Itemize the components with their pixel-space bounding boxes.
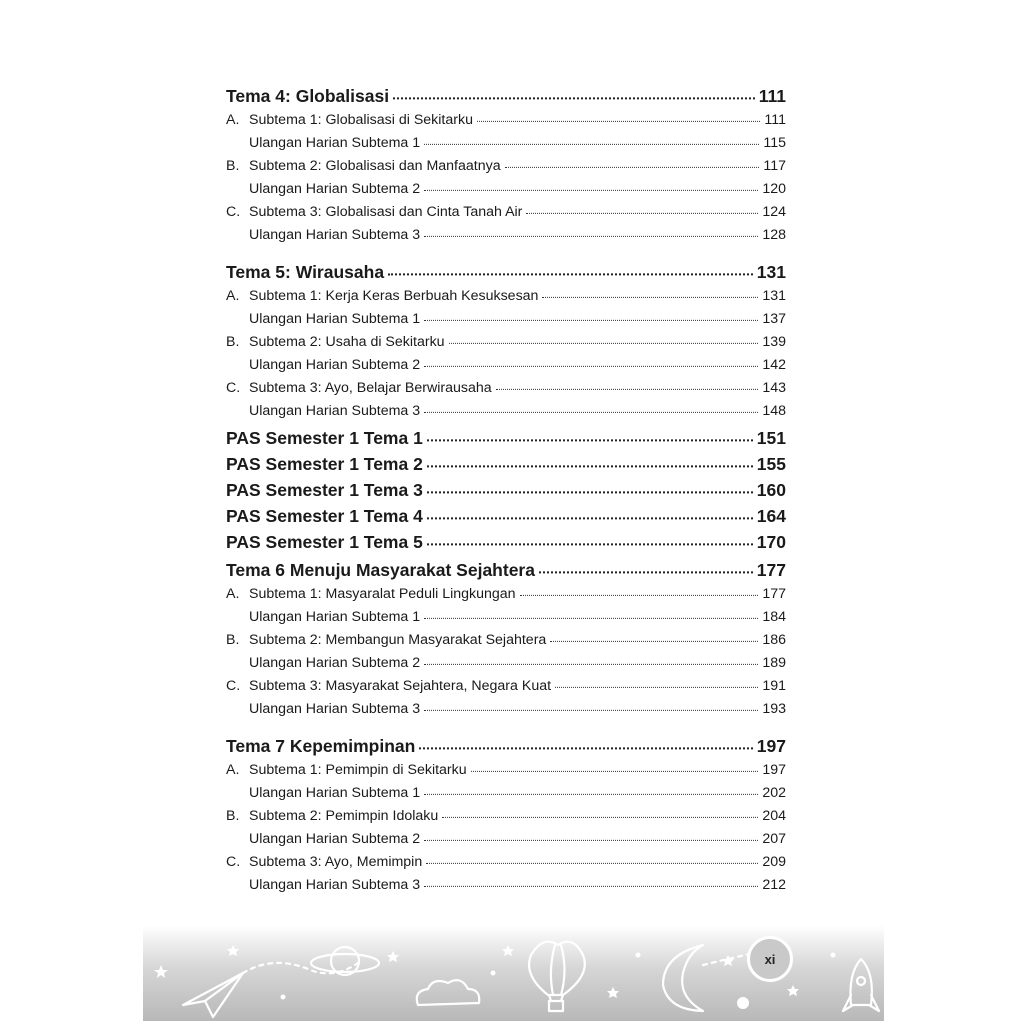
toc-item[interactable] bbox=[226, 701, 786, 724]
dot-leader bbox=[424, 225, 758, 237]
item-label: Subtema 1: Pemimpin di Sekitarku bbox=[249, 762, 467, 778]
page-number: 139 bbox=[762, 334, 786, 350]
item-label: Ulangan Harian Subtema 3 bbox=[249, 227, 421, 243]
heading-title: PAS Semester 1 Tema 1 bbox=[226, 428, 423, 448]
item-label: Subtema 2: Globalisasi dan Manfaatnya bbox=[249, 158, 501, 174]
item-label: Subtema 2: Usaha di Sekitarku bbox=[249, 334, 445, 350]
dot-leader bbox=[424, 355, 758, 367]
toc-item[interactable] bbox=[226, 854, 786, 877]
toc-item[interactable] bbox=[226, 609, 786, 632]
item-label: Ulangan Harian Subtema 2 bbox=[249, 831, 421, 847]
page-number: 177 bbox=[756, 560, 786, 580]
toc-item[interactable] bbox=[226, 831, 786, 854]
toc-heading-tema4[interactable] bbox=[226, 86, 786, 112]
page-number: 204 bbox=[762, 808, 786, 824]
item-label: Ulangan Harian Subtema 1 bbox=[249, 311, 421, 327]
dot-leader bbox=[393, 84, 755, 99]
heading-title: PAS Semester 1 Tema 5 bbox=[226, 532, 423, 552]
cloud-icon bbox=[417, 980, 480, 1005]
planet-icon bbox=[311, 947, 379, 975]
page-number: 207 bbox=[762, 831, 786, 847]
toc-heading-tema7[interactable] bbox=[226, 736, 786, 762]
dot-leader bbox=[471, 760, 759, 772]
page-number: 160 bbox=[756, 480, 786, 500]
page-number-badge: xi bbox=[747, 936, 793, 982]
item-letter: A. bbox=[226, 586, 240, 602]
item-letter: B. bbox=[226, 158, 240, 174]
toc-item[interactable] bbox=[226, 311, 786, 334]
page-number: 186 bbox=[762, 632, 786, 648]
item-label: Ulangan Harian Subtema 2 bbox=[249, 357, 421, 373]
dot-leader bbox=[424, 607, 758, 619]
crescent-moon-icon bbox=[663, 945, 703, 1011]
dot-leader bbox=[424, 309, 758, 321]
toc-heading-pas-tema5[interactable] bbox=[226, 532, 786, 558]
dot-leader bbox=[424, 783, 758, 795]
page-number: 202 bbox=[762, 785, 786, 801]
dot-leader bbox=[427, 478, 753, 493]
page-number: 120 bbox=[762, 181, 786, 197]
toc-heading-tema6[interactable] bbox=[226, 560, 786, 586]
heading-title: PAS Semester 1 Tema 3 bbox=[226, 480, 423, 500]
page-number: 170 bbox=[756, 532, 786, 552]
toc-heading-pas-tema4[interactable] bbox=[226, 506, 786, 532]
page-number: 184 bbox=[762, 609, 786, 625]
dot-leader bbox=[424, 699, 758, 711]
page-number: 209 bbox=[762, 854, 786, 870]
dot-leader bbox=[424, 179, 758, 191]
item-label: Subtema 3: Ayo, Belajar Berwirausaha bbox=[249, 380, 492, 396]
page-number: 117 bbox=[763, 158, 786, 174]
page-number: 189 bbox=[762, 655, 786, 671]
item-letter: A. bbox=[226, 762, 240, 778]
toc-heading-pas-tema3[interactable] bbox=[226, 480, 786, 506]
item-letter: A. bbox=[226, 112, 240, 128]
page-number: 212 bbox=[762, 877, 786, 893]
dot-leader bbox=[427, 452, 753, 467]
dot-leader bbox=[424, 133, 759, 145]
item-label: Subtema 3: Masyarakat Sejahtera, Negara Kuat bbox=[249, 678, 552, 694]
page-number: 177 bbox=[762, 586, 786, 602]
page-number: 111 bbox=[764, 112, 786, 128]
item-letter: B. bbox=[226, 808, 240, 824]
toc-item[interactable] bbox=[226, 632, 786, 655]
toc-heading-pas-tema1[interactable] bbox=[226, 428, 786, 454]
page-number: 164 bbox=[756, 506, 786, 526]
page-number: 191 bbox=[762, 678, 786, 694]
heading-title: Tema 5: Wirausaha bbox=[226, 262, 385, 282]
page-number: 111 bbox=[758, 86, 786, 106]
item-letter: C. bbox=[226, 204, 241, 220]
page-number: 193 bbox=[762, 701, 786, 717]
item-letter: C. bbox=[226, 380, 241, 396]
dot-leader bbox=[539, 558, 753, 573]
toc-item[interactable] bbox=[226, 288, 786, 311]
dot-leader bbox=[555, 676, 758, 688]
dot-leader bbox=[424, 401, 758, 413]
toc-item[interactable] bbox=[226, 112, 786, 135]
toc-item[interactable] bbox=[226, 586, 786, 609]
dot-leader bbox=[505, 156, 760, 168]
dot-leader bbox=[419, 734, 752, 749]
toc-item[interactable] bbox=[226, 655, 786, 678]
page-number: 151 bbox=[756, 428, 786, 448]
dot-leader bbox=[424, 875, 758, 887]
page-number: 197 bbox=[756, 736, 786, 756]
dot-leader bbox=[477, 110, 760, 122]
dot-leader bbox=[550, 630, 758, 642]
page-number: 137 bbox=[762, 311, 786, 327]
page-number: 155 bbox=[756, 454, 786, 474]
item-letter: C. bbox=[226, 854, 241, 870]
toc-item[interactable] bbox=[226, 334, 786, 357]
dot-leader bbox=[427, 426, 753, 441]
item-label: Ulangan Harian Subtema 1 bbox=[249, 785, 421, 801]
item-label: Subtema 1: Kerja Keras Berbuah Kesuksesan bbox=[249, 288, 539, 304]
dot-leader bbox=[424, 829, 758, 841]
toc-item[interactable] bbox=[226, 158, 786, 181]
item-label: Subtema 3: Ayo, Memimpin bbox=[249, 854, 423, 870]
heading-title: PAS Semester 1 Tema 2 bbox=[226, 454, 423, 474]
dot-leader bbox=[449, 332, 759, 344]
item-letter: B. bbox=[226, 334, 240, 350]
item-letter: A. bbox=[226, 288, 240, 304]
item-letter: B. bbox=[226, 632, 240, 648]
page-number: 197 bbox=[762, 762, 786, 778]
page-number: 124 bbox=[762, 204, 786, 220]
heading-title: Tema 6 Menuju Masyarakat Sejahtera bbox=[226, 560, 535, 580]
page-number: 142 bbox=[762, 357, 786, 373]
item-label: Subtema 1: Globalisasi di Sekitarku bbox=[249, 112, 473, 128]
page-number: 143 bbox=[762, 380, 786, 396]
item-label: Ulangan Harian Subtema 1 bbox=[249, 135, 421, 151]
toc-item[interactable] bbox=[226, 204, 786, 227]
page-number: 128 bbox=[762, 227, 786, 243]
item-label: Ulangan Harian Subtema 3 bbox=[249, 701, 421, 717]
item-label: Subtema 1: Masyaralat Peduli Lingkungan bbox=[249, 586, 516, 602]
dot-leader bbox=[427, 504, 753, 519]
page-number: 115 bbox=[763, 135, 786, 151]
toc-item[interactable] bbox=[226, 808, 786, 831]
page-number: 131 bbox=[762, 288, 786, 304]
item-label: Ulangan Harian Subtema 1 bbox=[249, 609, 421, 625]
table-of-contents bbox=[226, 86, 786, 900]
heading-title: Tema 4: Globalisasi bbox=[226, 86, 390, 106]
item-label: Subtema 3: Globalisasi dan Cinta Tanah Air bbox=[249, 204, 523, 220]
star-icon bbox=[154, 945, 836, 1009]
rocket-icon bbox=[843, 959, 879, 1011]
toc-item[interactable] bbox=[226, 403, 786, 426]
toc-item[interactable] bbox=[226, 762, 786, 785]
toc-heading-pas-tema2[interactable] bbox=[226, 454, 786, 480]
dot-leader bbox=[388, 260, 753, 275]
dot-leader bbox=[442, 806, 758, 818]
toc-item[interactable] bbox=[226, 785, 786, 808]
toc-item[interactable] bbox=[226, 678, 786, 701]
hot-air-balloon-icon bbox=[529, 942, 585, 1011]
toc-item[interactable] bbox=[226, 380, 786, 403]
item-label: Ulangan Harian Subtema 2 bbox=[249, 655, 421, 671]
dot-leader bbox=[542, 286, 758, 298]
dot-leader bbox=[427, 530, 753, 545]
toc-heading-tema5[interactable] bbox=[226, 262, 786, 288]
item-label: Ulangan Harian Subtema 2 bbox=[249, 181, 421, 197]
dot-leader bbox=[496, 378, 759, 390]
item-label: Ulangan Harian Subtema 3 bbox=[249, 403, 421, 419]
item-label: Ulangan Harian Subtema 3 bbox=[249, 877, 421, 893]
dot-leader bbox=[426, 852, 758, 864]
toc-item[interactable] bbox=[226, 877, 786, 900]
dot-leader bbox=[424, 653, 758, 665]
item-label: Subtema 2: Pemimpin Idolaku bbox=[249, 808, 439, 824]
toc-item[interactable] bbox=[226, 181, 786, 204]
dot-leader bbox=[520, 584, 759, 596]
heading-title: Tema 7 Kepemimpinan bbox=[226, 736, 416, 756]
page-number: 148 bbox=[762, 403, 786, 419]
heading-title: PAS Semester 1 Tema 4 bbox=[226, 506, 423, 526]
toc-item[interactable] bbox=[226, 135, 786, 158]
item-letter: C. bbox=[226, 678, 241, 694]
toc-item[interactable] bbox=[226, 357, 786, 380]
toc-item[interactable] bbox=[226, 227, 786, 250]
item-label: Subtema 2: Membangun Masyarakat Sejahtera bbox=[249, 632, 547, 648]
dot-leader bbox=[526, 202, 758, 214]
page-number: 131 bbox=[756, 262, 786, 282]
